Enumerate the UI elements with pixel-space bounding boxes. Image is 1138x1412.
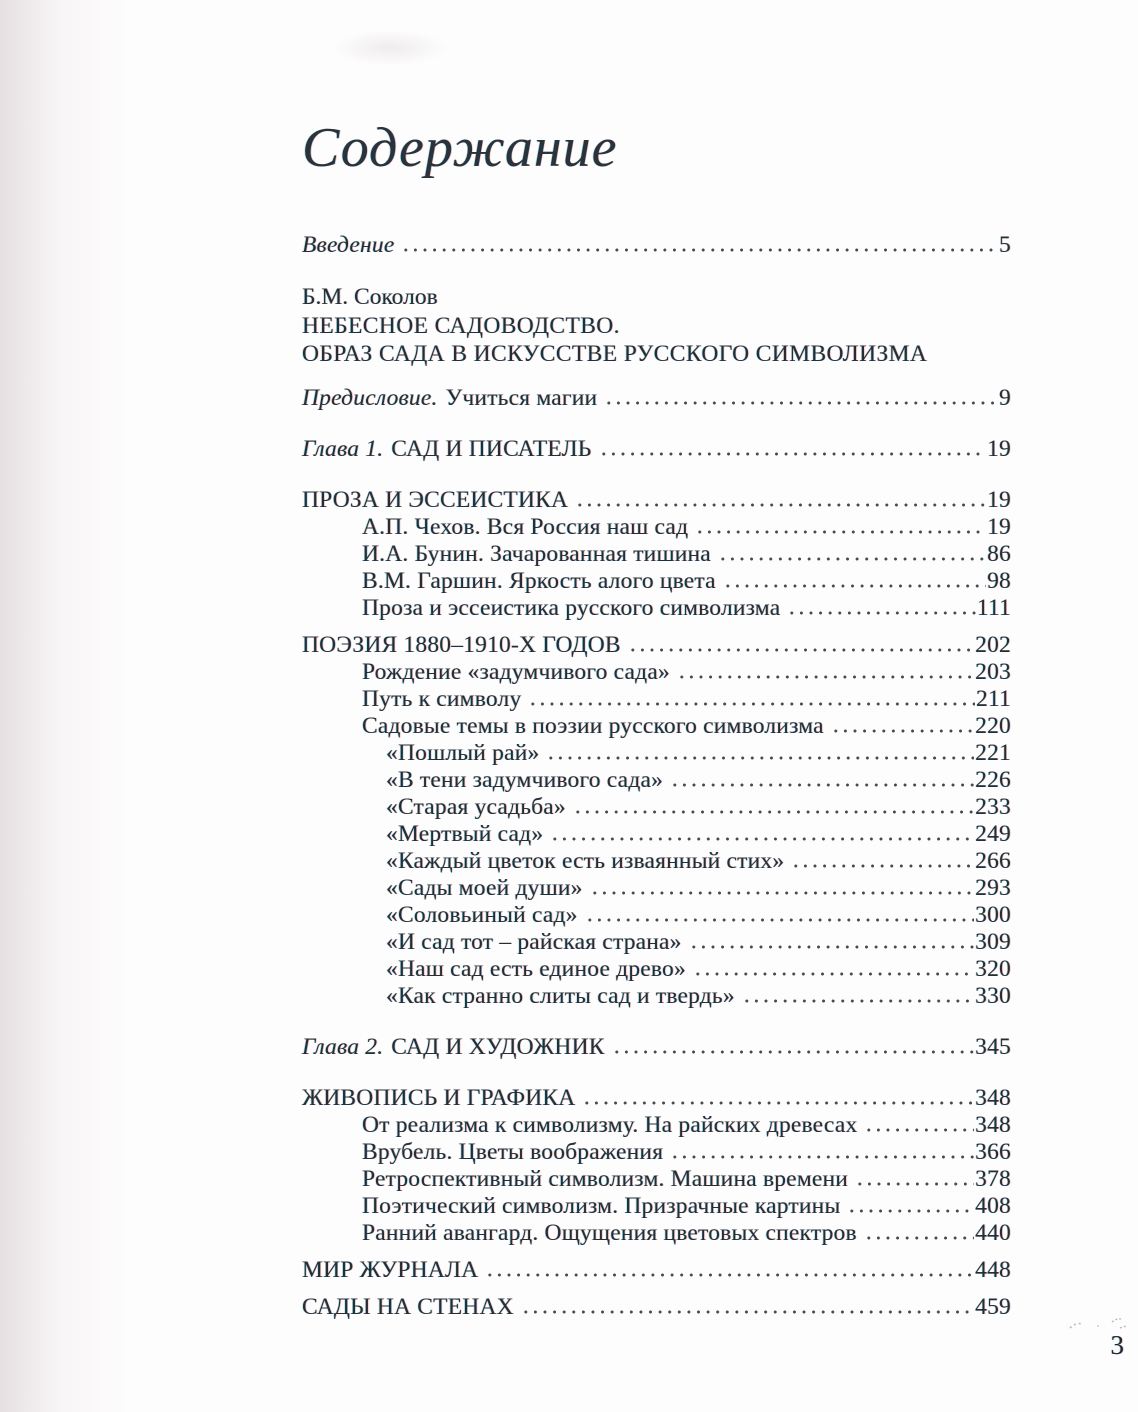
toc-entry xyxy=(302,385,1011,412)
dot-leader xyxy=(718,557,986,561)
toc-entry xyxy=(302,514,1011,541)
toc-entry-page-number: 19 xyxy=(987,486,1011,513)
dot-leader xyxy=(582,1101,974,1105)
toc-entry-page-number: 5 xyxy=(999,232,1011,258)
dot-leader xyxy=(628,648,974,652)
toc-entry xyxy=(302,1294,1011,1321)
toc-entry xyxy=(302,568,1011,595)
toc-entry-label: ЖИВОПИСЬ И ГРАФИКА xyxy=(302,1084,576,1111)
toc-entry-page-number: 86 xyxy=(987,540,1011,567)
toc-entry-page-number: 19 xyxy=(987,435,1011,462)
toc-entry-label: Ретроспективный символизм. Машина времени xyxy=(362,1165,849,1192)
toc-entry-label: Путь к символу xyxy=(362,685,522,712)
toc-entry-label: САД И ПИСАТЕЛЬ xyxy=(391,435,592,462)
toc-entry-label: А.П. Чехов. Вся Россия наш сад xyxy=(362,513,689,540)
toc-entry xyxy=(302,686,1011,713)
toc-entry xyxy=(302,794,1011,821)
toc-entry xyxy=(302,848,1011,875)
toc-entry-label: От реализма к символизму. На райских древесах xyxy=(362,1111,858,1138)
toc-entry-page-number: 203 xyxy=(975,658,1011,685)
dot-leader xyxy=(855,1182,974,1186)
dot-leader xyxy=(521,1310,974,1314)
dot-leader xyxy=(670,1155,974,1159)
dot-leader xyxy=(575,503,986,507)
dot-leader xyxy=(485,1273,974,1277)
toc-entry-label: САДЫ НА СТЕНАХ xyxy=(302,1293,514,1320)
toc-entry-prefix: Глава 1. xyxy=(302,435,384,462)
dot-leader xyxy=(670,783,974,787)
dot-leader xyxy=(723,584,986,588)
toc-entry xyxy=(302,1085,1011,1112)
dot-leader xyxy=(695,530,986,534)
toc-entry-label: Врубель. Цветы воображения xyxy=(362,1138,664,1165)
toc-entry-label: «И сад тот – райская страна» xyxy=(386,928,682,955)
toc-entry-label: Поэтический символизм. Призрачные картины xyxy=(362,1192,841,1219)
toc-entry-page-number: 98 xyxy=(987,567,1011,594)
toc-entry-page-number: 348 xyxy=(975,1084,1011,1111)
toc-entry-label: Введение xyxy=(302,232,395,258)
toc-entry xyxy=(302,956,1011,983)
dot-leader xyxy=(550,837,974,841)
dot-leader xyxy=(604,401,998,405)
dot-leader xyxy=(599,452,987,456)
toc-entry-page-number: 249 xyxy=(975,820,1011,847)
toc-entry xyxy=(302,875,1011,902)
toc-entry-page-number: 226 xyxy=(975,766,1011,793)
toc-entry-label: МИР ЖУРНАЛА xyxy=(302,1256,479,1283)
toc-entry xyxy=(302,1139,1011,1166)
toc-entry xyxy=(302,232,1011,259)
dot-leader xyxy=(787,611,976,615)
toc-entry-page-number: 378 xyxy=(975,1165,1011,1192)
toc-entry xyxy=(302,713,1011,740)
toc-entry-label: И.А. Бунин. Зачарованная тишина xyxy=(362,540,711,567)
toc-entry xyxy=(302,821,1011,848)
book-title-line: НЕБЕСНОЕ САДОВОДСТВО. xyxy=(302,312,620,339)
toc-entry-label: «Наш сад есть единое древо» xyxy=(386,955,686,982)
toc-entry-page-number: 440 xyxy=(975,1219,1011,1246)
toc-entry-label: Рождение «задумчивого сада» xyxy=(362,658,670,685)
toc-entry-page-number: 330 xyxy=(975,982,1011,1009)
toc-entry xyxy=(302,1193,1011,1220)
toc-entry xyxy=(302,983,1011,1010)
toc-entry-label: «Как странно слиты сад и твердь» xyxy=(386,982,735,1009)
toc-entry-label: «Пошлый рай» xyxy=(386,739,540,766)
toc-entry-page-number: 233 xyxy=(975,793,1011,820)
book-title-line: ОБРАЗ САДА В ИСКУССТВЕ РУССКОГО СИМВОЛИЗМА xyxy=(302,341,928,367)
page-title: Содержание xyxy=(302,117,618,179)
dot-leader xyxy=(546,756,974,760)
table-of-contents xyxy=(302,232,1011,1321)
toc-entry-label: ПОЭЗИЯ 1880–1910-Х ГОДОВ xyxy=(302,631,621,658)
toc-entry xyxy=(302,436,1011,463)
toc-entry-label: ПРОЗА И ЭССЕИСТИКА xyxy=(302,486,569,513)
toc-entry-page-number: 448 xyxy=(975,1256,1011,1283)
toc-entry-page-number: 9 xyxy=(999,384,1011,411)
dot-leader xyxy=(677,675,974,679)
toc-entry-page-number: 221 xyxy=(975,739,1011,766)
dot-leader xyxy=(612,1050,974,1054)
folio-page-number: 3 xyxy=(1110,1330,1124,1360)
toc-entry-page-number: 366 xyxy=(975,1138,1011,1165)
dot-leader xyxy=(791,864,974,868)
paper-crease xyxy=(330,30,450,66)
toc-entry-page-number: 220 xyxy=(975,712,1011,739)
toc-entry-label: «Старая усадьба» xyxy=(386,793,566,820)
author-heading-block xyxy=(302,283,1011,369)
toc-entry xyxy=(302,487,1011,514)
toc-entry-page-number: 300 xyxy=(975,901,1011,928)
toc-entry-page-number: 345 xyxy=(975,1033,1011,1060)
toc-entry xyxy=(302,1166,1011,1193)
toc-entry-label: САД И ХУДОЖНИК xyxy=(391,1033,605,1060)
dot-leader xyxy=(689,945,975,949)
toc-entry-prefix: Глава 2. xyxy=(302,1033,384,1060)
toc-entry-page-number: 408 xyxy=(975,1192,1011,1219)
dot-leader xyxy=(401,248,998,252)
toc-entry xyxy=(302,632,1011,659)
dot-leader xyxy=(864,1128,974,1132)
toc-entry xyxy=(302,659,1011,686)
toc-entry xyxy=(302,929,1011,956)
toc-entry-page-number: 19 xyxy=(987,513,1011,540)
toc-entry-label: «Каждый цветок есть изваянный стих» xyxy=(386,847,785,874)
toc-entry xyxy=(302,541,1011,568)
toc-entry-label: Садовые темы в поэзии русского символизма xyxy=(362,712,824,739)
toc-entry-page-number: 309 xyxy=(975,928,1011,955)
toc-entry xyxy=(302,767,1011,794)
toc-entry-page-number: 211 xyxy=(976,685,1011,712)
toc-entry xyxy=(302,1257,1011,1284)
toc-entry xyxy=(302,1034,1011,1061)
dot-leader xyxy=(528,702,975,706)
toc-entry-label: «Соловьиный сад» xyxy=(386,901,578,928)
toc-entry-page-number: 202 xyxy=(975,631,1011,658)
dot-leader xyxy=(590,891,975,895)
toc-entry-page-number: 320 xyxy=(975,955,1011,982)
dot-leader xyxy=(864,1236,974,1240)
toc-entry-label: В.М. Гаршин. Яркость алого цвета xyxy=(362,567,716,594)
dot-leader xyxy=(573,810,974,814)
toc-entry-page-number: 266 xyxy=(975,847,1011,874)
toc-entry-page-number: 459 xyxy=(975,1293,1011,1320)
dot-leader xyxy=(693,972,974,976)
toc-entry-label: Ранний авангард. Ощущения цветовых спектров xyxy=(362,1219,857,1246)
dot-leader xyxy=(831,729,974,733)
toc-entry-page-number: 293 xyxy=(975,874,1011,901)
toc-entry-prefix: Предисловие. xyxy=(302,384,438,411)
toc-entry xyxy=(302,1112,1011,1139)
dot-leader xyxy=(742,999,974,1003)
toc-entry-label: «В тени задумчивого сада» xyxy=(386,766,664,793)
toc-entry xyxy=(302,1220,1011,1247)
dot-leader xyxy=(585,918,975,922)
toc-entry-label: Проза и эссеистика русского символизма xyxy=(362,594,781,621)
toc-entry-page-number: 111 xyxy=(976,594,1011,621)
toc-entry xyxy=(302,595,1011,622)
toc-entry-label: «Сады моей души» xyxy=(386,874,583,901)
toc-entry xyxy=(302,902,1011,929)
author-name: Б.М. Соколов xyxy=(302,284,438,310)
toc-entry-label: «Мертвый сад» xyxy=(386,820,544,847)
toc-entry xyxy=(302,740,1011,767)
toc-entry-page-number: 348 xyxy=(975,1111,1011,1138)
toc-entry-label: Учиться магии xyxy=(445,384,598,411)
dot-leader xyxy=(847,1209,974,1213)
